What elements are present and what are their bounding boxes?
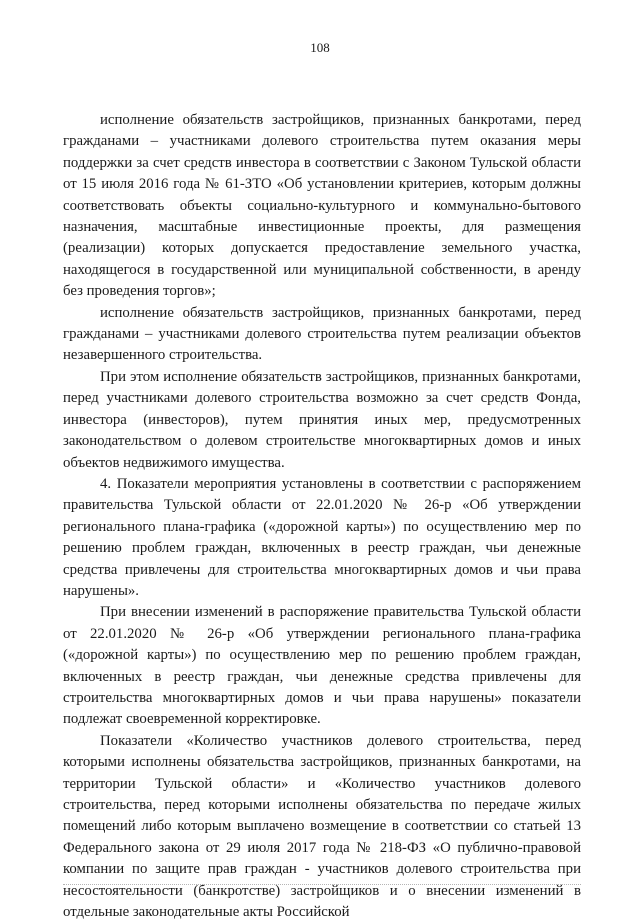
- paragraph-6: Показатели «Количество участников долевого строительства, перед которыми исполнены обязательства застройщиков, признанных банкротами, на территории Тульской области» и «Количество участников долевого строительства, перед которыми исполнены обязательства по передаче жилых помещений либо которым выплачено возмещение в соответствии со статьей 13 Федерального закона от 29 июля 2017 года № 218-ФЗ «О публично-правовой компании по защите прав граждан - участников долевого строительства при несостоятельности (банкротстве) застройщиков и о внесении изменений в отдельные законодательные акты Российской: [63, 732, 581, 921]
- paragraph-3: При этом исполнение обязательств застройщиков, признанных банкротами, перед участниками долевого строительства возможно за счет средств Фонда, инвестора (инвесторов), путем принятия иных мер, предусмотренных законодательством о долевом строительстве многоквартирных домов и иных объектов недвижимого имущества.: [63, 368, 581, 471]
- paragraph-2: исполнение обязательств застройщиков, признанных банкротами, перед гражданами – участниками долевого строительства путем реализации объектов незавершенного строительства.: [63, 304, 581, 364]
- paragraph-5: При внесении изменений в распоряжение правительства Тульской области от 22.01.2020 № 26-р «Об утверждении регионального плана-графика («дорожной карты») по осуществлению мер по решению проблем граждан, включенных в реестр граждан, чьи денежные средства привлечены для строительства многоквартирных домов и чьи права нарушены» показатели подлежат своевременной корректировке.: [63, 604, 581, 728]
- footer-divider: [63, 884, 581, 885]
- paragraph-4: 4. Показатели мероприятия установлены в соответствии с распоряжением правительства Тульской области от 22.01.2020 № 26-р «Об утверждении регионального плана-графика («дорожной карты») по осуществлению мер по решению проблем граждан, включенных в реестр граждан, чьи денежные средства привлечены для строительства многоквартирных домов и чьи права нарушены».: [63, 475, 581, 599]
- page-number: 108: [310, 40, 330, 55]
- paragraph-1: исполнение обязательств застройщиков, признанных банкротами, перед гражданами – участниками долевого строительства путем оказания меры поддержки за счет средств инвестора в соответствии с Законом Тульской области от 15 июля 2016 года № 61-ЗТО «Об установлении критериев, которым должны соответствовать объекты социально-культурного и коммунально-бытового назначения, масштабные инвестиционные проекты, для размещения (реализации) которых допускается предоставление земельного участка, находящегося в государственной или муниципальной собственности, в аренду без проведения торгов»;: [63, 112, 581, 300]
- body-text: [63, 110, 581, 923]
